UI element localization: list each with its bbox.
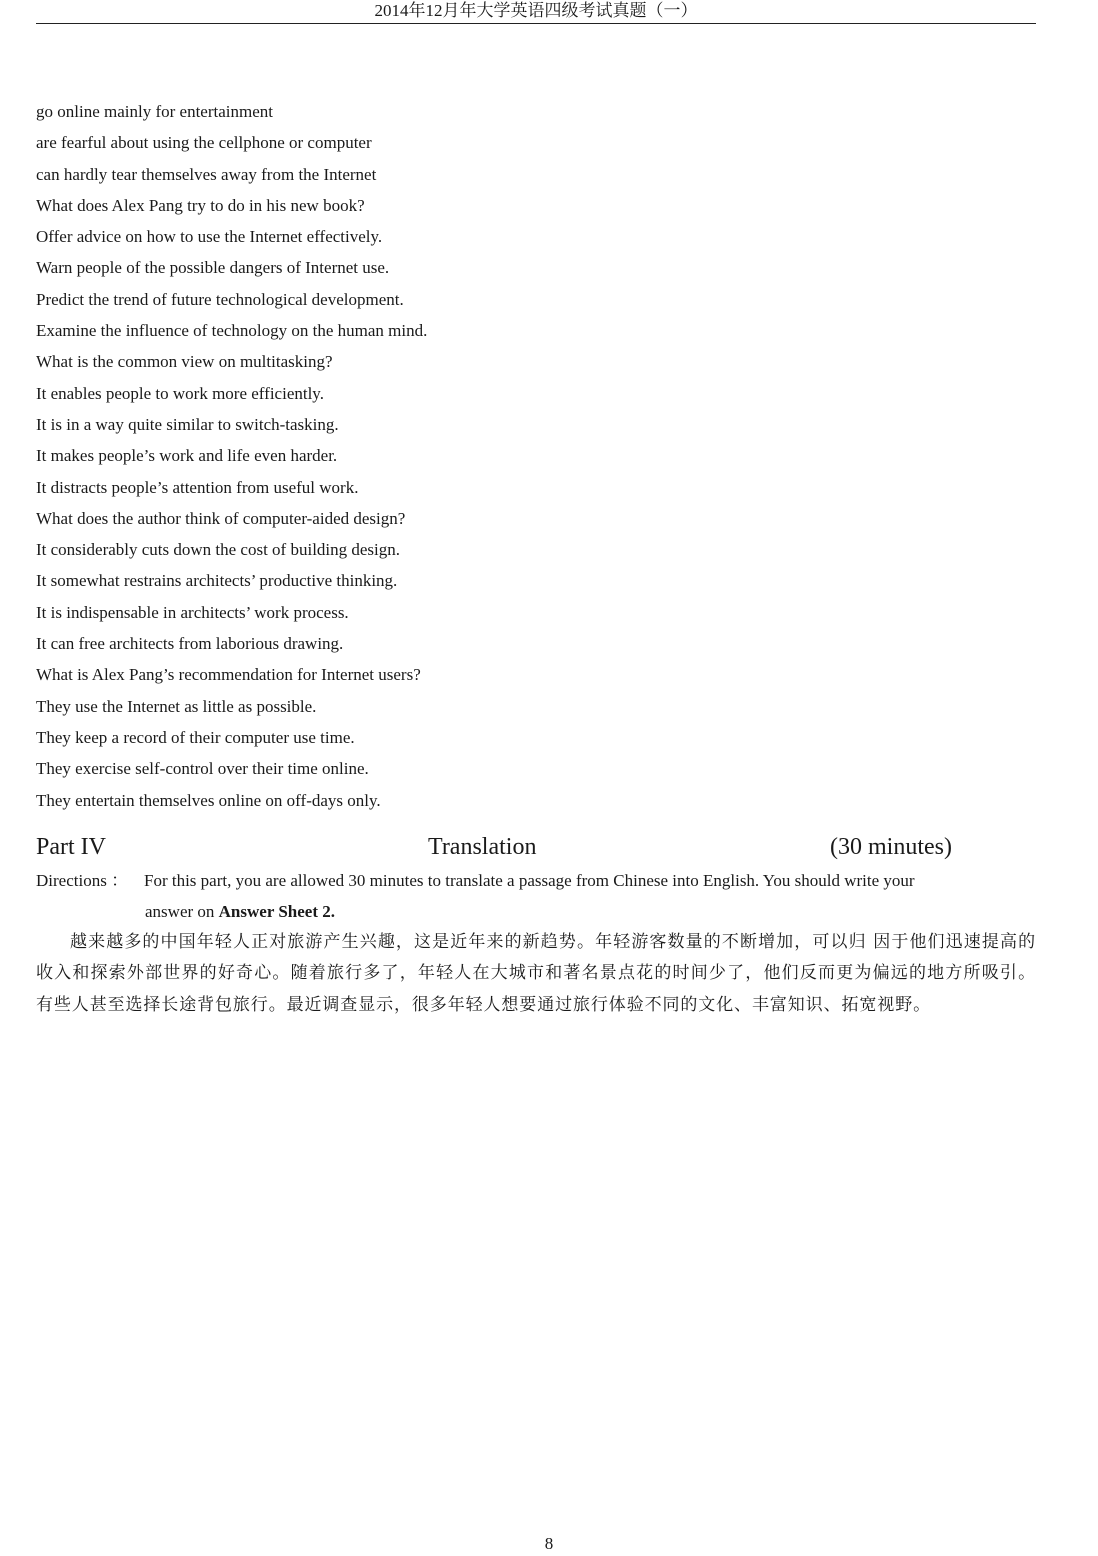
option-text: Predict the trend of future technological development.	[36, 289, 404, 309]
part-label: Part IV	[36, 834, 106, 860]
option-text: Examine the influence of technology on the human mind.	[36, 321, 428, 341]
option-text: It is in a way quite similar to switch-tasking.	[36, 414, 339, 434]
option-text: It can free architects from laborious drawing.	[36, 634, 344, 654]
header-title: 2014年12月年大学英语四级考试真题（一）	[374, 1, 698, 20]
part-time: (30 minutes)	[830, 834, 952, 860]
option-text: It enables people to work more efficiently.	[36, 383, 324, 403]
option-text: It considerably cuts down the cost of building design.	[36, 540, 401, 560]
directions-prefix: answer on	[145, 902, 219, 921]
translation-passage: 越来越多的中国年轻人正对旅游产生兴趣，这是近年来的新趋势。年轻游客数量的不断增加，可以归 因于他们迅速提高的收入和探索外部世界的好奇心。随着旅行多了，年轻人在大城市和著名景点花的时间少了，他们反而更为偏远的地方所吸引。有些人甚至选择长途背包旅行。最近调查显示，很多年轻人想要通过旅行体验不同的文化、丰富知识、拓宽视野。	[36, 932, 1036, 1015]
option-text: They keep a record of their computer use time.	[36, 727, 355, 747]
option-text: They use the Internet as little as possible.	[36, 696, 317, 716]
question-text: What is Alex Pang’s recommendation for Internet users?	[36, 665, 421, 685]
question-text: What is the common view on multitasking?	[36, 352, 333, 372]
page-number: 8	[544, 1534, 554, 1553]
option-text: It somewhat restrains architects’ productive thinking.	[36, 571, 398, 591]
directions-text-continued	[145, 896, 335, 927]
part-title: Translation	[428, 834, 537, 860]
option-text: It is indispensable in architects’ work process.	[36, 602, 349, 622]
header-rule	[36, 23, 1036, 24]
answer-sheet-label: Answer Sheet 2.	[218, 902, 335, 921]
option-text: They exercise self-control over their time online.	[36, 759, 369, 779]
part-heading	[36, 831, 1036, 863]
text-line: can hardly tear themselves away from the Internet	[36, 164, 377, 184]
option-text: They entertain themselves online on off-days only.	[36, 790, 381, 810]
option-text: It makes people’s work and life even harder.	[36, 446, 338, 466]
question-text: What does Alex Pang try to do in his new book?	[36, 195, 365, 215]
option-text: Offer advice on how to use the Internet effectively.	[36, 227, 383, 247]
directions-label: Directions ：	[36, 871, 129, 890]
option-text: Warn people of the possible dangers of Internet use.	[36, 258, 390, 278]
question-text: What does the author think of computer-aided design?	[36, 508, 406, 528]
text-line: go online mainly for entertainment	[36, 102, 273, 121]
question-lines	[36, 96, 1036, 816]
text-line: are fearful about using the cellphone or computer	[36, 133, 372, 153]
page-header	[36, 0, 1036, 23]
option-text: It distracts people’s attention from useful work.	[36, 477, 359, 497]
directions-text: For this part, you are allowed 30 minutes to translate a passage from Chinese into English. You should write your	[144, 871, 915, 890]
